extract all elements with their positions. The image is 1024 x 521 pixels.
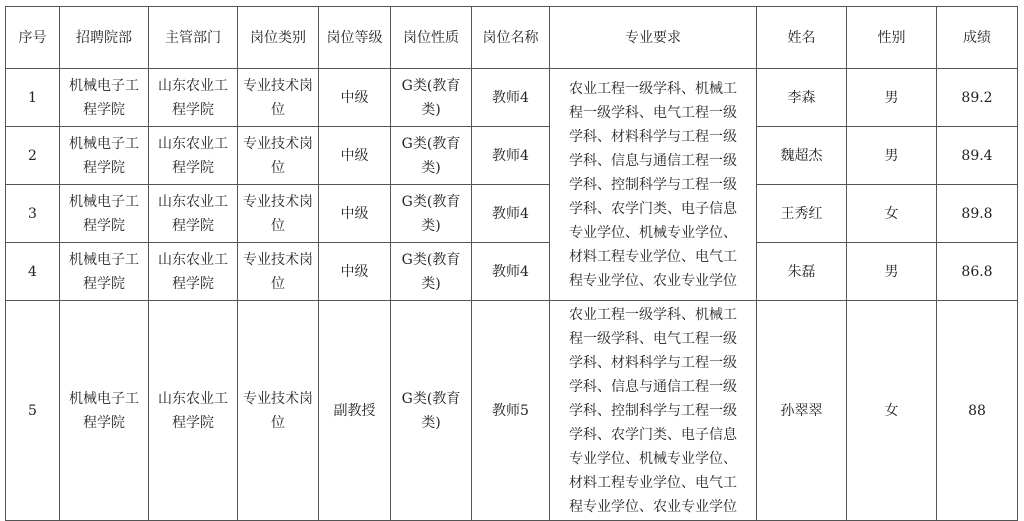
requirement-line: 学科、材料科学与工程一级 <box>569 354 737 371</box>
cell-post: 教师4 <box>472 243 550 301</box>
cell-gender: 女 <box>847 301 937 521</box>
cell-level: 中级 <box>319 69 391 127</box>
cell-name: 魏超杰 <box>757 127 847 185</box>
cell-level: 中级 <box>319 127 391 185</box>
requirement-line: 专业学位、机械专业学位、 <box>569 224 737 241</box>
results-table <box>5 6 1018 521</box>
cell-score: 89.4 <box>937 127 1018 185</box>
header-nature: 岗位性质 <box>391 7 472 69</box>
requirement-line: 程一级学科、电气工程一级 <box>569 104 737 121</box>
requirement-line: 学科、农学门类、电子信息 <box>569 200 737 217</box>
cell-nature: G类(教育类) <box>391 127 472 185</box>
cell-no: 3 <box>6 185 60 243</box>
cell-category: 专业技术岗位 <box>238 185 319 243</box>
cell-admin: 山东农业工程学院 <box>149 243 238 301</box>
cell-nature: G类(教育类) <box>391 69 472 127</box>
table-row <box>6 185 1018 243</box>
requirement-line: 程一级学科、电气工程一级 <box>569 330 737 347</box>
cell-no: 2 <box>6 127 60 185</box>
cell-dept: 机械电子工程学院 <box>60 301 149 521</box>
cell-admin: 山东农业工程学院 <box>149 301 238 521</box>
header-post: 岗位名称 <box>472 7 550 69</box>
requirement-line: 专业学位、机械专业学位、 <box>569 450 737 467</box>
header-requirement: 专业要求 <box>550 7 757 69</box>
cell-level: 中级 <box>319 185 391 243</box>
cell-gender: 男 <box>847 127 937 185</box>
cell-category: 专业技术岗位 <box>238 69 319 127</box>
cell-requirement <box>550 69 757 301</box>
cell-admin: 山东农业工程学院 <box>149 127 238 185</box>
cell-gender: 女 <box>847 185 937 243</box>
cell-dept: 机械电子工程学院 <box>60 69 149 127</box>
table-row <box>6 243 1018 301</box>
cell-nature: G类(教育类) <box>391 185 472 243</box>
header-no: 序号 <box>6 7 60 69</box>
requirement-line: 学科、控制科学与工程一级 <box>569 402 737 419</box>
cell-name: 朱磊 <box>757 243 847 301</box>
requirement-line: 学科、信息与通信工程一级 <box>569 378 737 395</box>
cell-requirement <box>550 301 757 521</box>
cell-category: 专业技术岗位 <box>238 243 319 301</box>
header-admin: 主管部门 <box>149 7 238 69</box>
requirement-line: 学科、农学门类、电子信息 <box>569 426 737 443</box>
cell-level: 中级 <box>319 243 391 301</box>
cell-post: 教师4 <box>472 185 550 243</box>
cell-name: 王秀红 <box>757 185 847 243</box>
cell-category: 专业技术岗位 <box>238 301 319 521</box>
header-category: 岗位类别 <box>238 7 319 69</box>
header-level: 岗位等级 <box>319 7 391 69</box>
requirement-line: 农业工程一级学科、机械工 <box>569 306 737 323</box>
cell-no: 1 <box>6 69 60 127</box>
cell-dept: 机械电子工程学院 <box>60 185 149 243</box>
requirement-line: 农业工程一级学科、机械工 <box>569 80 737 97</box>
cell-post: 教师4 <box>472 69 550 127</box>
table-row <box>6 301 1018 521</box>
cell-post: 教师4 <box>472 127 550 185</box>
cell-score: 89.8 <box>937 185 1018 243</box>
cell-post: 教师5 <box>472 301 550 521</box>
cell-admin: 山东农业工程学院 <box>149 69 238 127</box>
cell-score: 88 <box>937 301 1018 521</box>
cell-name: 李森 <box>757 69 847 127</box>
header-score: 成绩 <box>937 7 1018 69</box>
cell-no: 5 <box>6 301 60 521</box>
cell-level: 副教授 <box>319 301 391 521</box>
cell-score: 86.8 <box>937 243 1018 301</box>
cell-no: 4 <box>6 243 60 301</box>
cell-dept: 机械电子工程学院 <box>60 243 149 301</box>
cell-dept: 机械电子工程学院 <box>60 127 149 185</box>
header-dept: 招聘院部 <box>60 7 149 69</box>
cell-name: 孙翠翠 <box>757 301 847 521</box>
header-gender: 性别 <box>847 7 937 69</box>
cell-score: 89.2 <box>937 69 1018 127</box>
requirement-line: 材料工程专业学位、电气工 <box>569 474 737 491</box>
header-name: 姓名 <box>757 7 847 69</box>
requirement-line: 程专业学位、农业专业学位 <box>569 498 737 515</box>
requirement-line: 材料工程专业学位、电气工 <box>569 248 737 265</box>
cell-nature: G类(教育类) <box>391 301 472 521</box>
table-row <box>6 69 1018 127</box>
header-row <box>6 7 1018 69</box>
cell-gender: 男 <box>847 243 937 301</box>
requirement-line: 学科、材料科学与工程一级 <box>569 128 737 145</box>
requirement-line: 学科、控制科学与工程一级 <box>569 176 737 193</box>
requirement-line: 学科、信息与通信工程一级 <box>569 152 737 169</box>
cell-nature: G类(教育类) <box>391 243 472 301</box>
table-row <box>6 127 1018 185</box>
cell-admin: 山东农业工程学院 <box>149 185 238 243</box>
cell-gender: 男 <box>847 69 937 127</box>
requirement-line: 程专业学位、农业专业学位 <box>569 272 737 289</box>
cell-category: 专业技术岗位 <box>238 127 319 185</box>
